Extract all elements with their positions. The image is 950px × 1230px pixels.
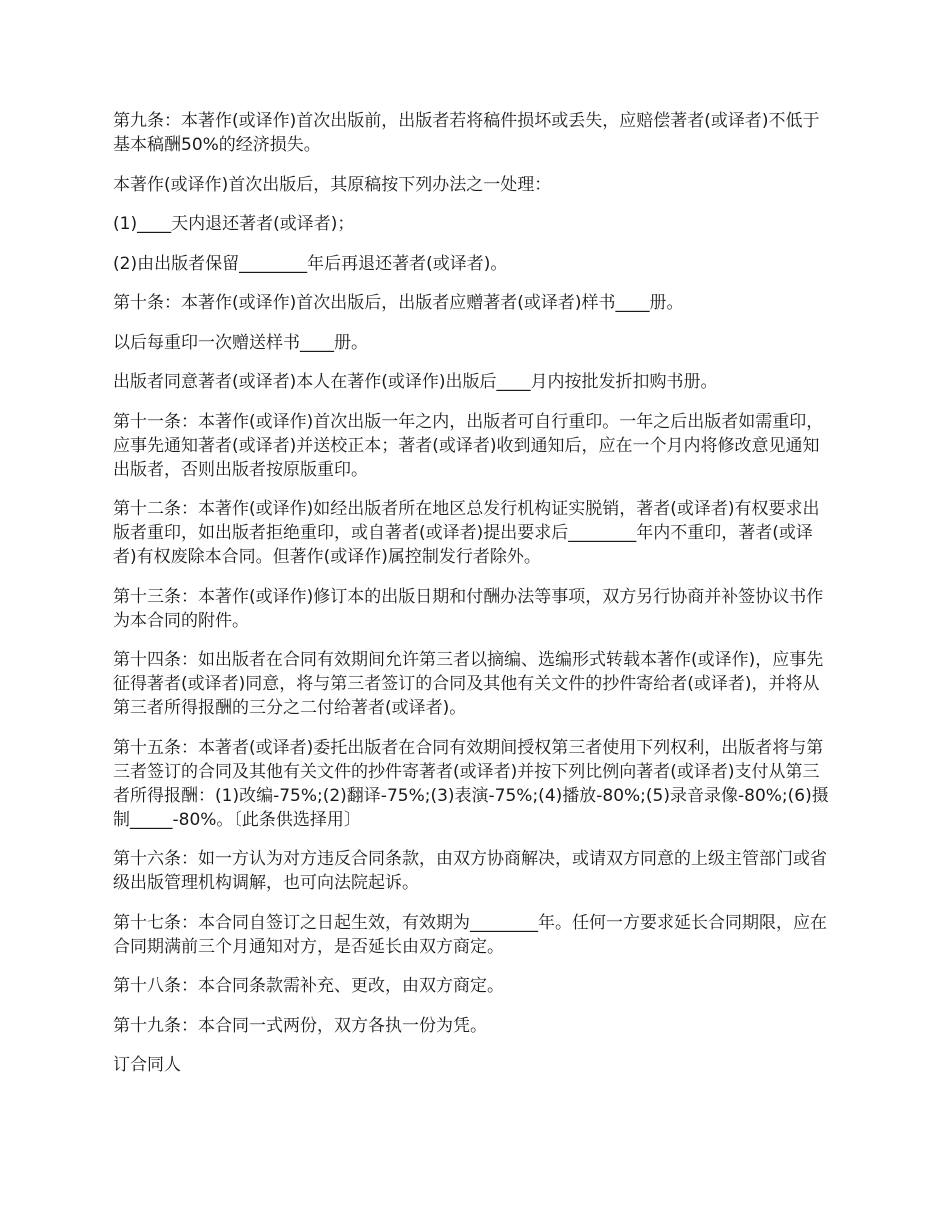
clause-15-third-party-rights: 第十五条：本著者(或译者)委托出版者在合同有效期间授权第三者使用下列权利，出版者将与第三者签订的合同及其他有关文件的抄件寄著者(或译者)并按下列比例向著者(或译者)支付从第三者所得报酬：(1)改编-75%;(2)翻译-75%;(3)表演-75%;(4)播放-80%;(5)录音录像-80%;(6)摄制_____-80%。〔此条供选择用〕 [113,737,829,830]
manuscript-option-1: (1)____天内退还著者(或译者)； [113,214,355,234]
clause-9-damage: 第九条：本著作(或译作)首次出版前，出版者若将稿件损坏或丢失，应赔偿著者(或译者)不低于基本稿酬50%的经济损失。 [113,111,820,155]
reprint-sample-books: 以后每重印一次赠送样书____册。 [113,332,368,353]
manuscript-option-2: (2)由出版者保留________年后再退还著者(或译者)。 [113,253,508,274]
manuscript-handling-intro: 本著作(或译作)首次出版后，其原稿按下列办法之一处理： [113,174,552,195]
author-purchase-books: 出版者同意著者(或译者)本人在著作(或译作)出版后____月内按批发折扣购书册。 [113,372,718,392]
clause-19-copies: 第十九条：本合同一式两份，双方各执一份为凭。 [113,1015,487,1036]
clause-11-reprint: 第十一条：本著作(或译作)首次出版一年之内，出版者可自行重印。一年之后出版者如需重印，应事先通知著者(或译者)并送校正本；著者(或译者)收到通知后，应在一个月内将修改意见通知出版者，否则出版者按原版重印。 [113,411,824,480]
clause-10-sample-books: 第十条：本著作(或译作)首次出版后，出版者应赠著者(或译者)样书____册。 [113,293,684,313]
clause-12-out-of-print: 第十二条：本著作(或译作)如经出版者所在地区总发行机构证实脱销，著者(或译者)有权要求出版者重印，如出版者拒绝重印，或自著者(或译者)提出要求后________年内不重印，著者(或译者)有权废除本合同。但著作(或译作)属控制发行者除外。 [113,499,820,567]
signatories-label: 订合同人 [113,1055,181,1075]
clause-14-third-party-excerpt: 第十四条：如出版者在合同有效期间允许第三者以摘编、选编形式转载本著作(或译作)，应事先征得著者(或译者)同意，将与第三者签订的合同及其他有关文件的抄件寄给者(或译者)，并将从第三者所得报酬的三分之二付给著者(或译者)。 [113,650,824,718]
clause-17-validity: 第十七条：本合同自签订之日起生效，有效期为________年。任何一方要求延长合同期限，应在合同期满前三个月通知对方，是否延长由双方商定。 [113,912,827,957]
clause-13-revision: 第十三条：本著作(或译作)修订本的出版日期和付酬办法等事项，双方另行协商并补签协议书作为本合同的附件。 [113,586,824,631]
document-body [113,109,835,1077]
clause-16-disputes: 第十六条：如一方认为对方违反合同条款，由双方协商解决，或请双方同意的上级主管部门或省级出版管理机构调解，也可向法院起诉。 [113,849,827,893]
clause-18-amendments: 第十八条：本合同条款需补充、更改，由双方商定。 [113,976,504,996]
